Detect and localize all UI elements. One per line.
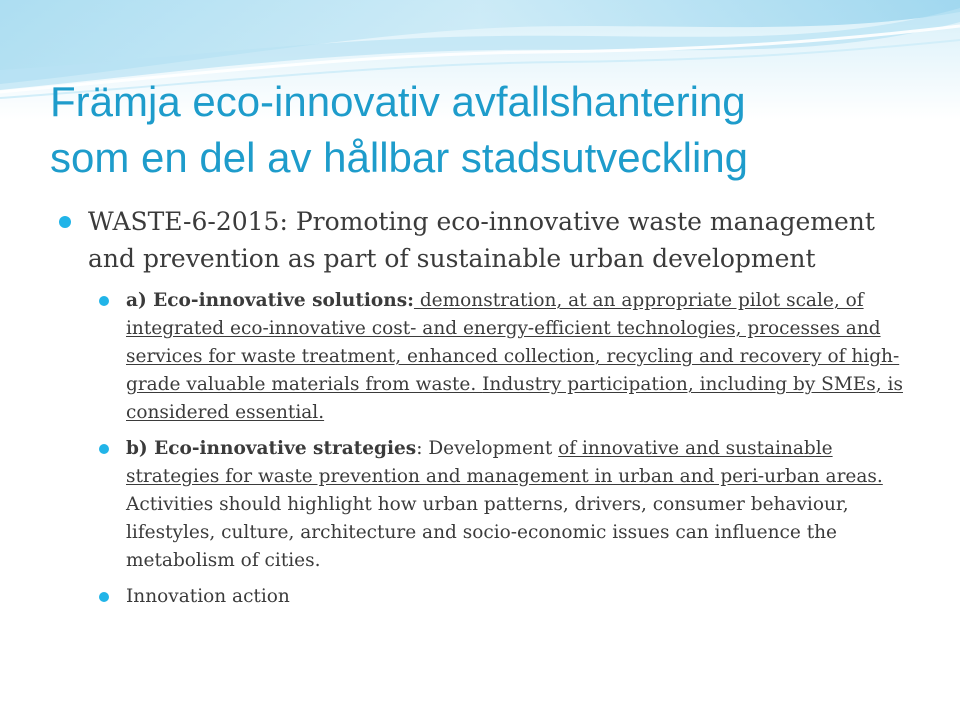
sub-bullet-a bbox=[58, 287, 918, 427]
slide-title bbox=[50, 74, 930, 186]
sub-bullet-c bbox=[58, 583, 918, 611]
slide-title-line-1: Främja eco-innovativ avfallshantering bbox=[50, 78, 746, 125]
sub-bullet-b-underlined: of innovative and sustainable strategies for waste prevention and management in urban and peri-urban areas. bbox=[126, 438, 883, 487]
sub-bullet-a-industry: Industry participation, including by SMEs, is considered essential. bbox=[126, 374, 903, 423]
sub-bullet-b-text: Activities should highlight how urban patterns, drivers, consumer behaviour, lifestyles, culture, architecture and socio-economic issues can influence the metabolism of cities. bbox=[126, 494, 849, 571]
sub-bullet-b-intro: : Development bbox=[416, 438, 559, 459]
main-bullet-text: WASTE-6-2015: Promoting eco-innovative waste management and prevention as part of sustainable urban development bbox=[88, 207, 875, 273]
sub-bullet-a-text: demonstration, at an appropriate pilot scale, of integrated eco-innovative cost- and energy-efficient technologies, processes and services for waste treatment, enhanced collection, recycling and recovery of high-grade valuable materials from waste. bbox=[126, 290, 900, 395]
bullet-dot-icon bbox=[99, 296, 109, 306]
bullet-dot-icon bbox=[99, 592, 109, 602]
main-bullet bbox=[58, 203, 918, 277]
bullet-dot-icon bbox=[99, 444, 109, 454]
bullet-dot-icon bbox=[59, 216, 71, 228]
sub-bullet-b-label: b) Eco-innovative strategies bbox=[126, 438, 417, 459]
sub-bullet-a-label: a) Eco-innovative solutions: bbox=[126, 290, 414, 311]
bullet-list bbox=[58, 203, 918, 611]
sub-bullet-c-text: Innovation action bbox=[126, 586, 290, 607]
slide-title-line-2: som en del av hållbar stadsutveckling bbox=[50, 134, 749, 181]
sub-bullet-b bbox=[58, 435, 918, 575]
